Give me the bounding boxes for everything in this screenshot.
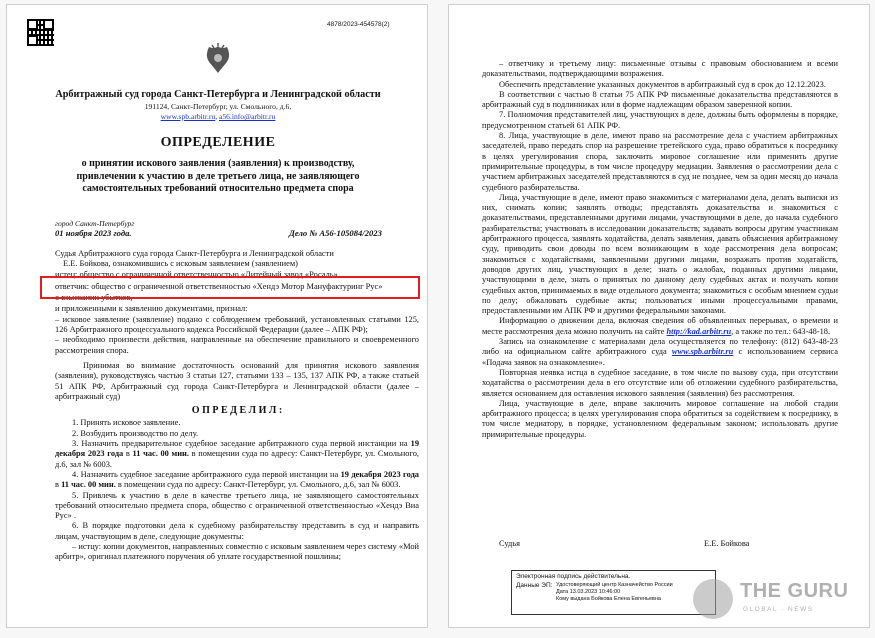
city: город Санкт-Петербург: [55, 219, 135, 228]
decision-date: 01 ноября 2023 года.: [55, 228, 132, 238]
stamp-line-3: Кому выдана Бойкова Елена Евгеньевна: [556, 596, 661, 602]
finding-2: – необходимо произвести действия, направленные на обеспечение правильного и своевременного рассмотрения спора.: [55, 335, 419, 355]
respondent: ответчик: общество с ограниченной ответственностью «Хендэ Мотор Мануфактуринг Рус»: [55, 281, 383, 291]
p2-para-6: Лица, участвующие в деле, имеют право знакомиться с материалами дела, делать выписки из них, снимать копии; заявлять отводы; представлять доказательства и знакомиться с доказательствами, представленными другими лицами, участвующими в деле, до начала судебного разбирательства; участвовать в исследовании доказательств; задавать вопросы другим участникам арбитражного процесса, заявлять ходатайства, делать заявления, давать объяснения арбитражному суду, приводить свои доводы по всем возникающим в ходе рассмотрения дела вопросам; знакомиться с ходатайствами, заявленными другими лицами, возражать против ходатайств, доводов других лиц, участвующих в деле; знать о жалобах, поданных другими лицами, участвующими в деле, знать о принятых по данному делу судебных актах и получать копии судебных актов, принимаемых в виде отдельного документа; знакомиться с особым мнением судьи по делу; обжаловать судебные акты; пользоваться иными процессуальными правами, предоставленными им АПК РФ и другими федеральными законами.: [482, 192, 838, 316]
watermark-name: THE GURU: [740, 580, 849, 602]
document-title: ОПРЕДЕЛЕНИЕ: [160, 135, 276, 150]
stamp-line-2: Дата 13.03.2023 10:46:00: [556, 589, 621, 595]
judge-signature-name: Е.Е. Бойкова: [704, 539, 750, 548]
judge-signature-label: Судья: [499, 539, 520, 548]
document-page-1: [6, 4, 428, 628]
p2-para-1: – ответчику и третьему лицу: письменные отзывы с правовым обоснованием и всеми доказательствами, подтверждающими возражения.: [482, 59, 838, 79]
spb-arbitr-link[interactable]: www.spb.arbitr.ru: [671, 347, 734, 357]
order-item-1: 1. Принять исковое заявление.: [72, 418, 181, 428]
court-website-link[interactable]: www.spb.arbitr.ru: [160, 112, 216, 121]
p2-para-2: Обеспечить представление указанных документов в арбитражный суд в срок до 12.12.2023.: [499, 79, 826, 89]
order-item-4: 4. Назначить судебное заседание арбитражного суда первой инстанции на 19 декабря 2023 года в 11 час. 00 мин. в помещении суда по адресу: Санкт-Петербург, ул. Смольного, д.6, зал № 6003.: [55, 469, 419, 490]
judge-intro-line2: Е.Е. Бойкова, ознакомившись с исковым заявлением (заявлением): [63, 259, 298, 269]
court-contacts: www.spb.arbitr.ru, a56.info@arbitr.ru: [160, 112, 276, 121]
p2-para-10: Лица, участвующие в деле, вправе заключить мировое соглашение на любой стадии арбитражного процесса; в целях урегулирования спора обратиться за содействием к посреднику, в том числе медиатору, в порядке, установленном федеральным законом; использовать другие примирительные процедуры.: [482, 398, 838, 439]
watermark-tagline: GLOBAL · NEWS: [743, 606, 814, 613]
plaintiff: истец: общество с ограниченной ответственностью «Литейный завод «Росаль»: [55, 269, 338, 279]
judge-intro-line1: Судья Арбитражного суда города Санкт-Петербурга и Ленинградской области: [55, 249, 334, 258]
document-page-2: [448, 4, 870, 628]
court-name: Арбитражный суд города Санкт-Петербурга и Ленинградской области: [55, 89, 381, 100]
the-guru-watermark: [693, 577, 868, 629]
p2-para-4: 7. Полномочия представителей лиц, участвующих в деле, должны быть оформлены в порядке, предусмотренном статьей 61 АПК РФ.: [482, 110, 838, 130]
p2-para-8: Запись на ознакомление с материалами дела осуществляется по телефону: (812) 643-48-23 либо на официальном сайте арбитражного суда www.spb.arbitr.ru с использованием сервиса «Подача заявок на ознакомление».: [482, 337, 838, 367]
kad-arbitr-link[interactable]: http://kad.arbitr.ru: [666, 326, 732, 336]
order-item-2: 2. Возбудить производство по делу.: [72, 428, 199, 438]
order-item-3: 3. Назначить предварительное судебное заседание арбитражного суда первой инстанции на 19 декабря 2023 года в 11 час. 00 мин. в помещении суда по адресу: Санкт-Петербург, ул. Смольного, д.6, зал № 6003.: [55, 439, 419, 469]
p2-para-3: В соответствии с частью 8 статьи 75 АПК РФ письменные доказательства представляются в арбитражный суд в подлинниках или в форме надлежащим образом заверенной копии.: [482, 89, 838, 110]
p2-para-5: 8. Лица, участвующие в деле, имеют право на рассмотрение дела с участием арбитражных заседателей, право передать спор на разрешение третейского суда, право обратиться к посреднику в целях урегулирования спора, заключить мировое соглашение или применить другие примирительные процедуры, в том числе процедуру медиации. Заявления о рассмотрении дела с участием арбитражных заседателей представляются в суд не позднее, чем за один месяц до начала судебного разбирательства.: [482, 131, 838, 192]
attached-docs: и приложенными к заявлению документами, признал:: [55, 304, 248, 314]
document-barcode-number: 4878/2023-454578(2): [327, 21, 390, 28]
stamp-title: Электронная подпись действительна.: [516, 573, 631, 580]
globe-logo-icon: [693, 579, 733, 619]
coat-of-arms-emblem: [203, 43, 233, 75]
p2-para-7: Информацию о движении дела, включая сведения об объявленных перерывах, о времени и месте рассмотрения дела можно получить на сайте http://kad.arbitr.ru, а также по тел.: 643-48-18.: [482, 316, 838, 336]
case-number: Дело № А56-105084/2023: [289, 228, 382, 238]
qr-code: [27, 19, 54, 46]
p2-para-9: Повторная неявка истца в судебное заседание, в том числе по вызову суда, при отсутствии ходатайства о рассмотрении дела в его отсутствие или об отложении судебного разбирательства, является основанием для оставления искового заявления (заявления) без рассмотрения.: [482, 367, 838, 398]
finding-1: – исковое заявление (заявление) подано с соблюдением требований, установленных статьями 125, 126 Арбитражного процессуального кодекса Российской Федерации (далее – АПК РФ);: [55, 314, 419, 335]
order-item-6a: – истцу: копии документов, направленных совместно с исковым заявлением через систему «Мой арбитр», оригинал платежного поручения об уплате государственной пошлины;: [55, 542, 419, 562]
stamp-line-1: Удостоверяющий центр Казначейство России: [556, 582, 673, 588]
order-item-5: 5. Привлечь к участию в деле в качестве третьего лица, не заявляющего самостоятельных требований относительно предмета спора, общество с ограниченной ответственностью «Хендэ Виа Рус» .: [55, 490, 419, 521]
stamp-label: Данные ЭП:: [516, 582, 553, 589]
reasoning: Принимая во внимание достаточность оснований для принятия искового заявления (заявления), руководствуясь частью 3 статьи 127, статьями 133 – 135, 137 АПК РФ, а также статьей 51 АПК РФ, Арбитражный суд города Санкт-Петербурга и Ленинградской области (далее – арбитражный суд): [55, 360, 419, 401]
electronic-signature-stamp: [511, 570, 716, 615]
court-address: 191124, Санкт-Петербург, ул. Смольного, д.6,: [144, 102, 292, 111]
document-body-p2: [482, 59, 838, 440]
respondent-highlight-box: [40, 276, 420, 299]
decided-heading: О П Р Е Д Е Л И Л :: [191, 405, 283, 417]
court-email-link[interactable]: a56.info@arbitr.ru: [219, 112, 276, 121]
document-subtitle: о принятии искового заявления (заявления) к производству, привлечении к участию в деле третьего лица, не заявляющего самостоятельных требований относительно предмета спора: [76, 158, 360, 194]
order-item-6: 6. В порядке подготовки дела к судебному разбирательству представить в суд и направить лицам, участвующим в деле, следующие документы:: [55, 521, 419, 541]
claim-subject: о взыскании убытков,: [55, 293, 133, 303]
